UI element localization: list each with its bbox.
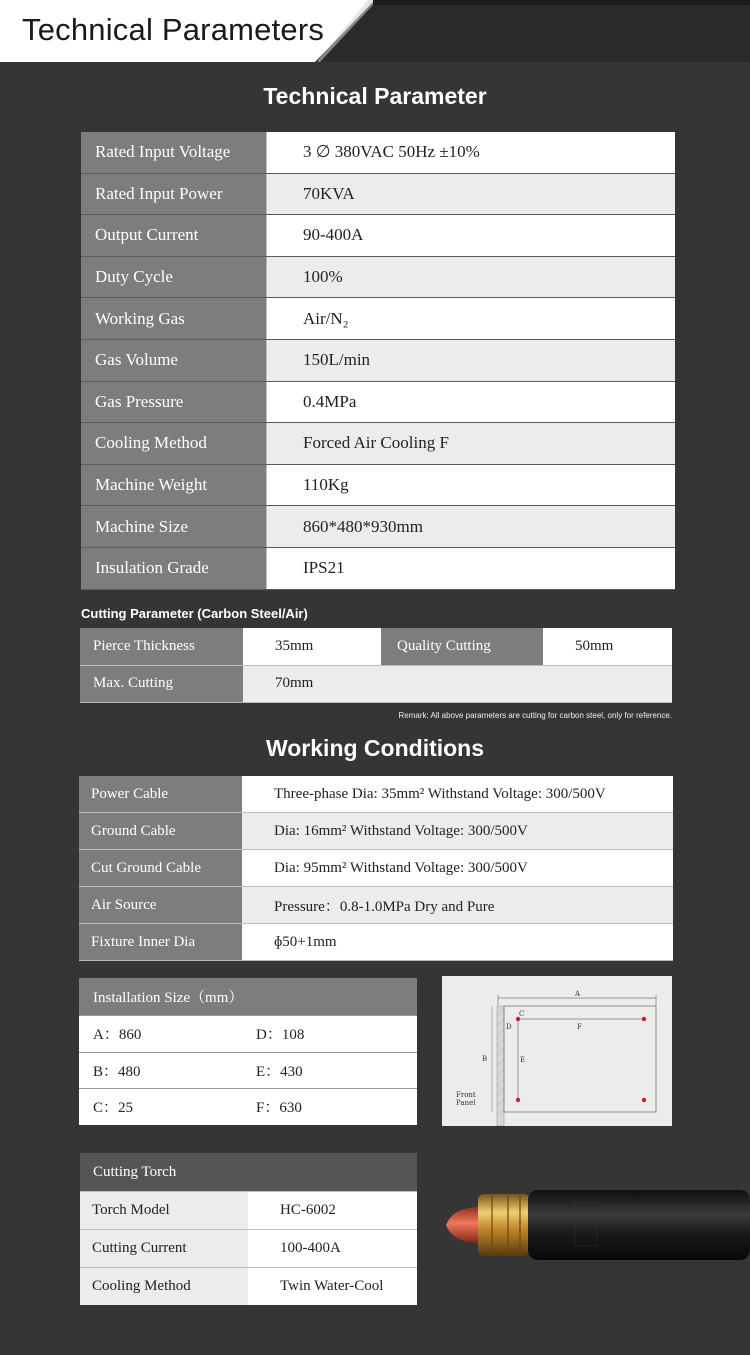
row-label: Cutting Current: [80, 1230, 248, 1267]
row-value: 110Kg: [267, 465, 675, 506]
row-label: Machine Weight: [81, 465, 267, 506]
mount-hole: [516, 1017, 520, 1021]
table-row: [81, 506, 675, 548]
row-label: Output Current: [81, 215, 267, 256]
installation-size-title: Installation Size（mm）: [79, 978, 417, 1015]
row-label: Fixture Inner Dia: [79, 924, 242, 960]
table-row: [81, 423, 675, 465]
row-value: Forced Air Cooling F: [267, 423, 675, 464]
row-label: Rated Input Power: [81, 174, 267, 215]
row-label: Insulation Grade: [81, 548, 267, 589]
row-label: Machine Size: [81, 506, 267, 547]
table-row: [81, 132, 675, 174]
table-row: [81, 215, 675, 257]
table-row: [79, 924, 673, 961]
torch-image: [440, 1180, 750, 1270]
table-row: [81, 548, 675, 590]
label-c: C: [519, 1010, 525, 1018]
cutting-torch-title: Cutting Torch: [80, 1153, 417, 1191]
row-label: Cooling Method: [80, 1268, 248, 1305]
label-b: B: [482, 1055, 488, 1063]
row-label: Rated Input Voltage: [81, 132, 267, 173]
row-value: Air/N₂: [267, 298, 675, 339]
size-cell: F：630: [256, 1100, 302, 1117]
max-cutting-value: 70mm: [243, 666, 672, 703]
table-row: [80, 1191, 417, 1229]
row-value: 100-400A: [248, 1230, 417, 1267]
working-conditions-title: Working Conditions: [265, 735, 485, 761]
row-value: 3 ∅ 380VAC 50Hz ±10%: [267, 132, 675, 173]
row-label: Air Source: [79, 887, 242, 923]
table-row: [79, 1088, 417, 1125]
technical-parameter-title: Technical Parameter: [263, 83, 487, 109]
table-row: [79, 813, 673, 850]
remark-note: Remark: All above parameters are cutting for carbon steel, only for reference.: [398, 711, 672, 720]
table-row: [80, 1229, 417, 1267]
cutting-parameter-table: [80, 628, 672, 703]
table-row: [80, 628, 672, 666]
technical-parameter-table: [81, 132, 675, 590]
table-row: [79, 776, 673, 813]
table-row: [81, 340, 675, 382]
label-f: F: [577, 1023, 582, 1031]
max-cutting-label: Max. Cutting: [80, 666, 243, 703]
mount-hole: [642, 1017, 646, 1021]
row-value: 0.4MPa: [267, 382, 675, 423]
table-row: [79, 887, 673, 924]
label-a: A: [575, 990, 581, 998]
installation-diagram: [442, 976, 672, 1126]
working-conditions-table: [79, 776, 673, 961]
size-cell: B：480: [93, 1063, 141, 1080]
table-row: [81, 257, 675, 299]
row-label: Duty Cycle: [81, 257, 267, 298]
cutting-parameter-title: Cutting Parameter (Carbon Steel/Air): [81, 606, 308, 621]
row-value: IPS21: [267, 548, 675, 589]
installation-size-table: [79, 978, 417, 1125]
mount-hole: [516, 1098, 520, 1102]
installation-diagram-drawing: [442, 976, 672, 1126]
header-edge: [368, 0, 750, 5]
pierce-thickness-value: 35mm: [243, 628, 381, 665]
label-front: Front: [456, 1091, 476, 1099]
row-value: ɸ50+1mm: [242, 924, 673, 960]
row-label: Torch Model: [80, 1192, 248, 1229]
row-label: Cut Ground Cable: [79, 850, 242, 886]
table-row: [80, 666, 672, 704]
row-label: Ground Cable: [79, 813, 242, 849]
row-value: 70KVA: [267, 174, 675, 215]
table-row: [81, 298, 675, 340]
pierce-thickness-label: Pierce Thickness: [80, 628, 243, 665]
table-row: [79, 1052, 417, 1089]
table-row: [79, 850, 673, 887]
row-value: 100%: [267, 257, 675, 298]
label-d: D: [506, 1023, 512, 1031]
row-value: 90-400A: [267, 215, 675, 256]
table-row: [81, 465, 675, 507]
row-value: Dia: 16mm² Withstand Voltage: 300/500V: [242, 813, 673, 849]
row-value: Twin Water-Cool: [248, 1268, 417, 1305]
quality-cutting-label: Quality Cutting: [381, 628, 543, 665]
row-label: Power Cable: [79, 776, 242, 812]
cutting-torch-table: [80, 1153, 417, 1305]
row-value: Pressure：0.8-1.0MPa Dry and Pure: [242, 887, 673, 923]
row-label: Cooling Method: [81, 423, 267, 464]
row-label: Gas Volume: [81, 340, 267, 381]
label-panel: Panel: [456, 1099, 476, 1107]
row-label: Working Gas: [81, 298, 267, 339]
row-value: 860*480*930mm: [267, 506, 675, 547]
table-row: [81, 382, 675, 424]
row-value: 150L/min: [267, 340, 675, 381]
row-label: Gas Pressure: [81, 382, 267, 423]
mount-hole: [642, 1098, 646, 1102]
row-value: Dia: 95mm² Withstand Voltage: 300/500V: [242, 850, 673, 886]
size-cell: A：860: [93, 1027, 142, 1044]
table-row: [81, 174, 675, 216]
table-row: [80, 1267, 417, 1305]
size-cell: C：25: [93, 1100, 134, 1117]
row-value: Three-phase Dia: 35mm² Withstand Voltage: 300/500V: [242, 776, 673, 812]
size-cell: D：108: [256, 1027, 305, 1044]
size-cell: E：430: [256, 1063, 303, 1080]
label-e: E: [520, 1056, 526, 1064]
page-title: Technical Parameters: [22, 12, 325, 47]
quality-cutting-value: 50mm: [543, 628, 672, 665]
table-row: [79, 1015, 417, 1052]
row-value: HC-6002: [248, 1192, 417, 1229]
